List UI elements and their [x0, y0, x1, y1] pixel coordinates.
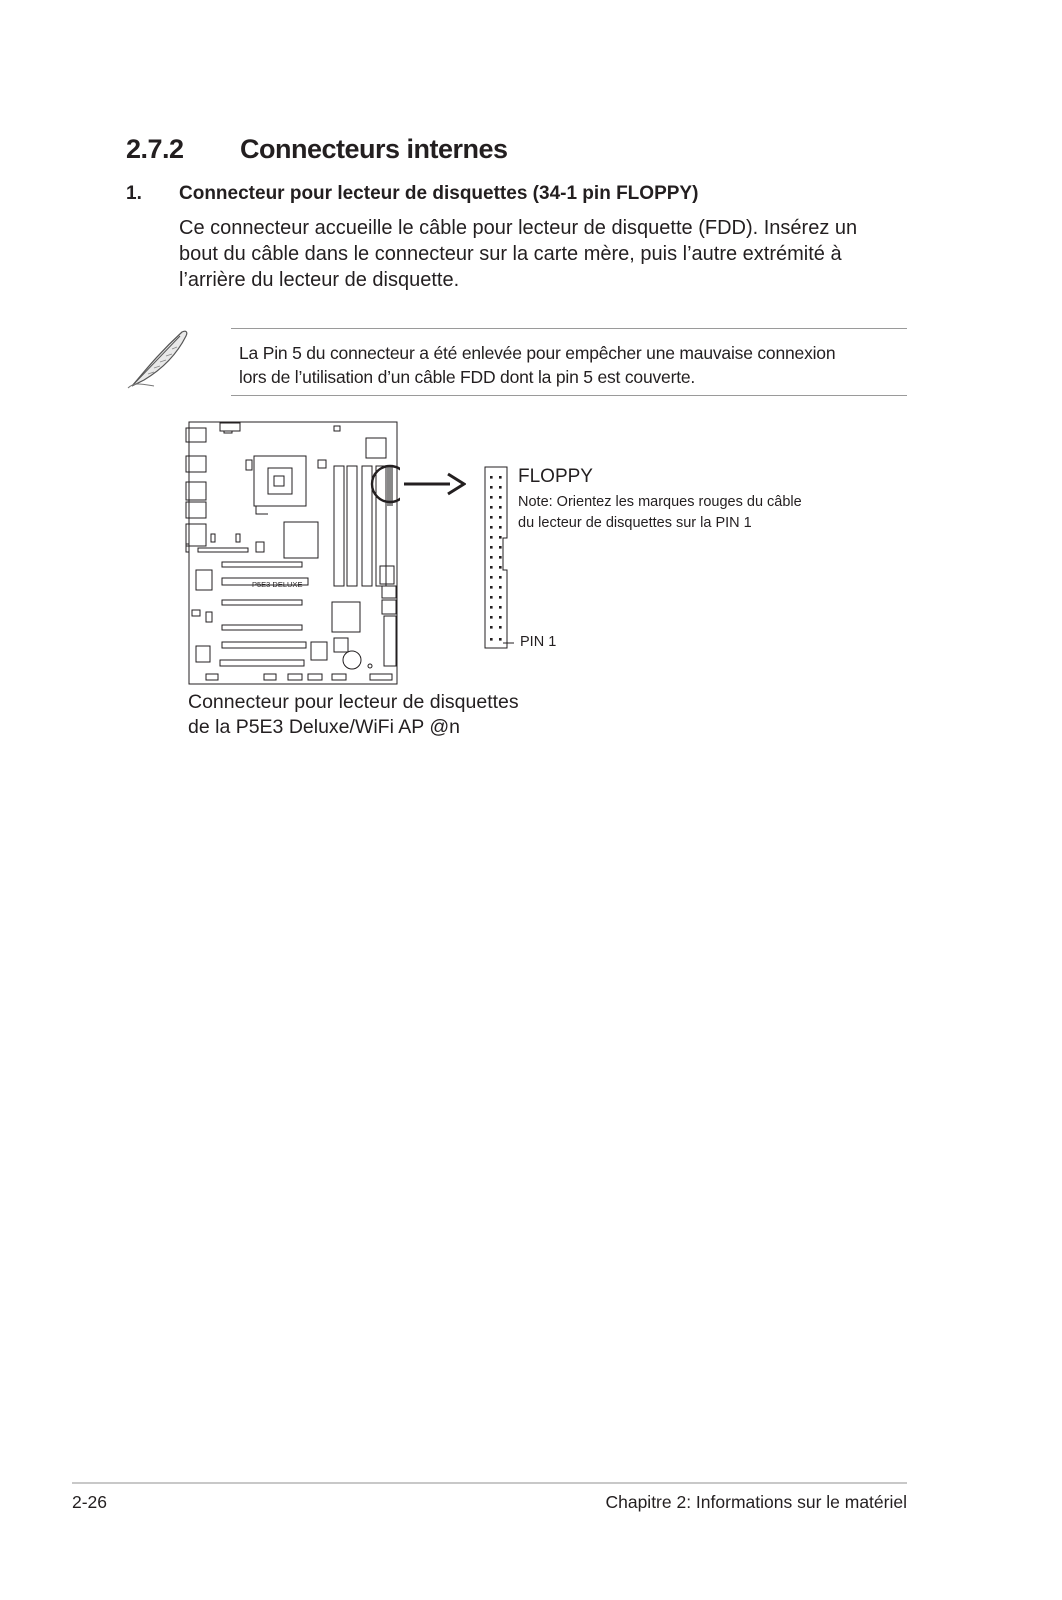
section-number: 2.7.2: [126, 134, 184, 164]
pin1-label: PIN 1: [520, 634, 557, 650]
floppy-note-line: Note: Orientez les marques rouges du câble: [518, 494, 802, 510]
paragraph-line: l’arrière du lecteur de disquette.: [179, 269, 460, 291]
floppy-note-line: du lecteur de disquettes sur la PIN 1: [518, 515, 752, 531]
note-bottom-rule: [231, 395, 907, 396]
paragraph-line: bout du câble dans le connecteur sur la carte mère, puis l’autre extrémité à: [179, 243, 842, 265]
floppy-connector-label: FLOPPY: [518, 466, 593, 487]
note-text: [239, 341, 907, 389]
motherboard-diagram: [184, 420, 400, 686]
page-number: 2-26: [72, 1492, 108, 1512]
item-paragraph: [179, 215, 909, 293]
board-model-label: P5E3 DELUXE: [252, 580, 303, 589]
feather-pen-icon: [124, 326, 194, 390]
item-number: 1.: [126, 183, 142, 204]
diagram-caption: [188, 690, 608, 740]
pointer-arrow-icon: [404, 470, 466, 498]
floppy-orientation-note: [518, 492, 848, 534]
paragraph-line: Ce connecteur accueille le câble pour lecteur de disquette (FDD). Insérez un: [179, 217, 858, 239]
caption-line: de la P5E3 Deluxe/WiFi AP @n: [188, 716, 460, 738]
note-line: lors de l’utilisation d’un câble FDD dont la pin 5 est couverte.: [239, 367, 696, 387]
note-top-rule: [231, 328, 907, 329]
section-title: Connecteurs internes: [240, 134, 508, 164]
caption-line: Connecteur pour lecteur de disquettes: [188, 691, 519, 713]
note-line: La Pin 5 du connecteur a été enlevée pour empêcher une mauvaise connexion: [239, 343, 836, 363]
footer-rule: [72, 1482, 907, 1484]
floppy-pin-header: [484, 466, 514, 654]
item-title: Connecteur pour lecteur de disquettes (34-1 pin FLOPPY): [179, 183, 699, 204]
chapter-title: Chapitre 2: Informations sur le matériel: [605, 1492, 907, 1512]
